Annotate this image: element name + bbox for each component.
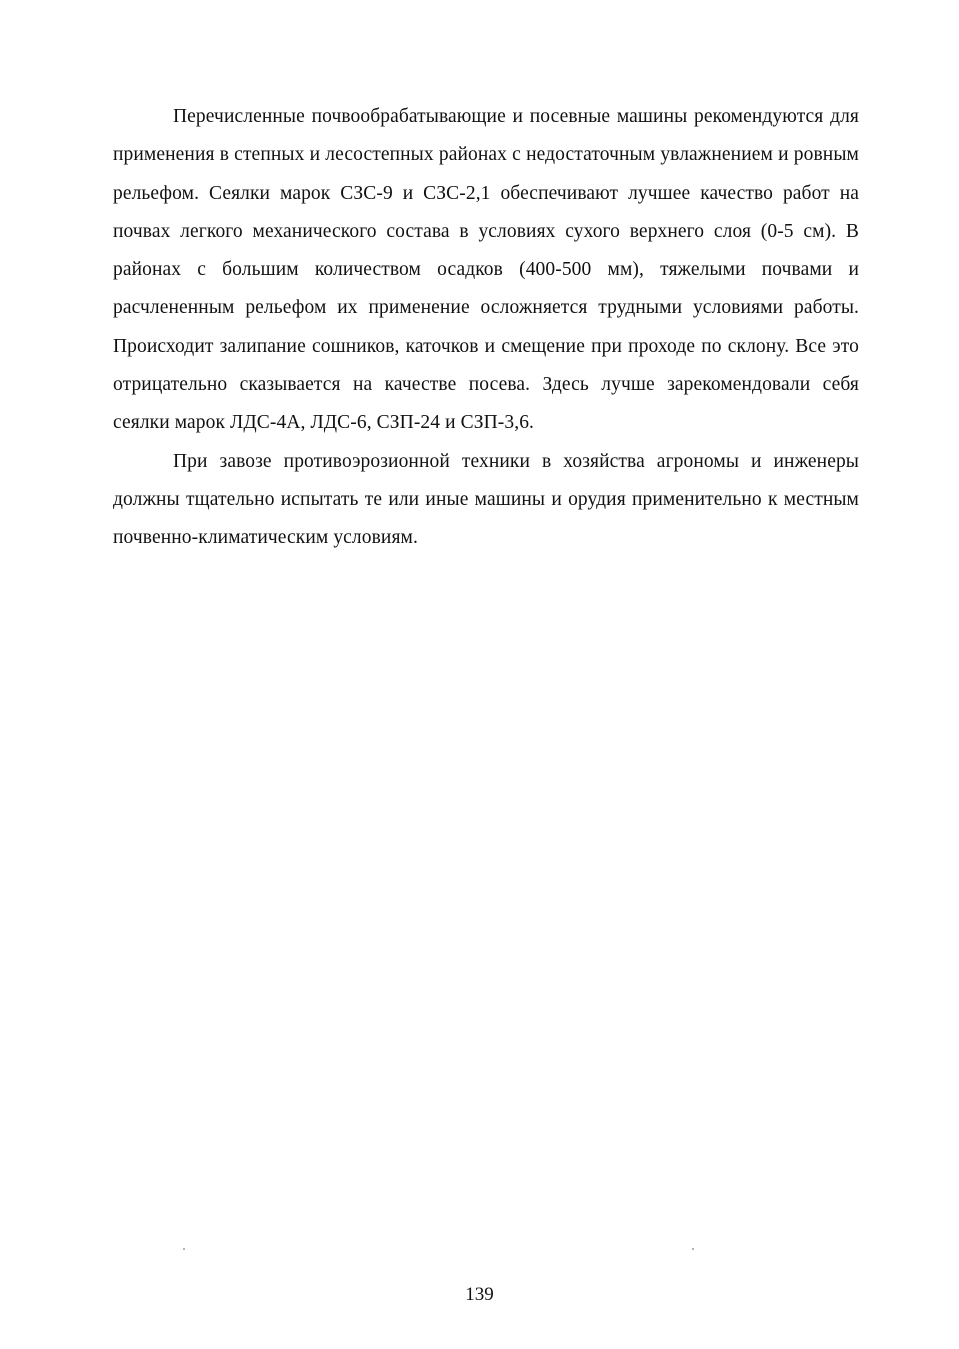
paragraph-2: При завозе противоэрозионной техники в хозяйства агрономы и инженеры должны тщательно испытать те или иные машины и орудия применительно к местным почвенно-климатическим условиям.	[113, 450, 859, 549]
scan-artifact-dot	[692, 1248, 694, 1250]
page-number: 139	[465, 1284, 494, 1305]
body-text	[113, 98, 859, 558]
scan-artifact-dot	[183, 1248, 185, 1250]
paragraph-1: Перечисленные почвообрабатывающие и посевные машины рекомендуются для применения в степных и лесостепных районах с недостаточным увлажнением и ровным рельефом. Сеялки марок СЗС-9 и СЗС-2,1 обеспечивают лучшее качество работ на почвах легкого механического состава в условиях сухого верхнего слоя (0-5 см). В районах с большим количеством осадков (400-500 мм), тяжелыми почвами и расчлененным рельефом их применение осложняется трудными условиями работы. Происходит залипание сошников, каточков и смещение при проходе по склону. Все это отрицательно сказывается на качестве посева. Здесь лучше зарекомендовали себя сеялки марок ЛДС-4А, ЛДС-6, СЗП-24 и СЗП-3,6.	[113, 106, 859, 434]
